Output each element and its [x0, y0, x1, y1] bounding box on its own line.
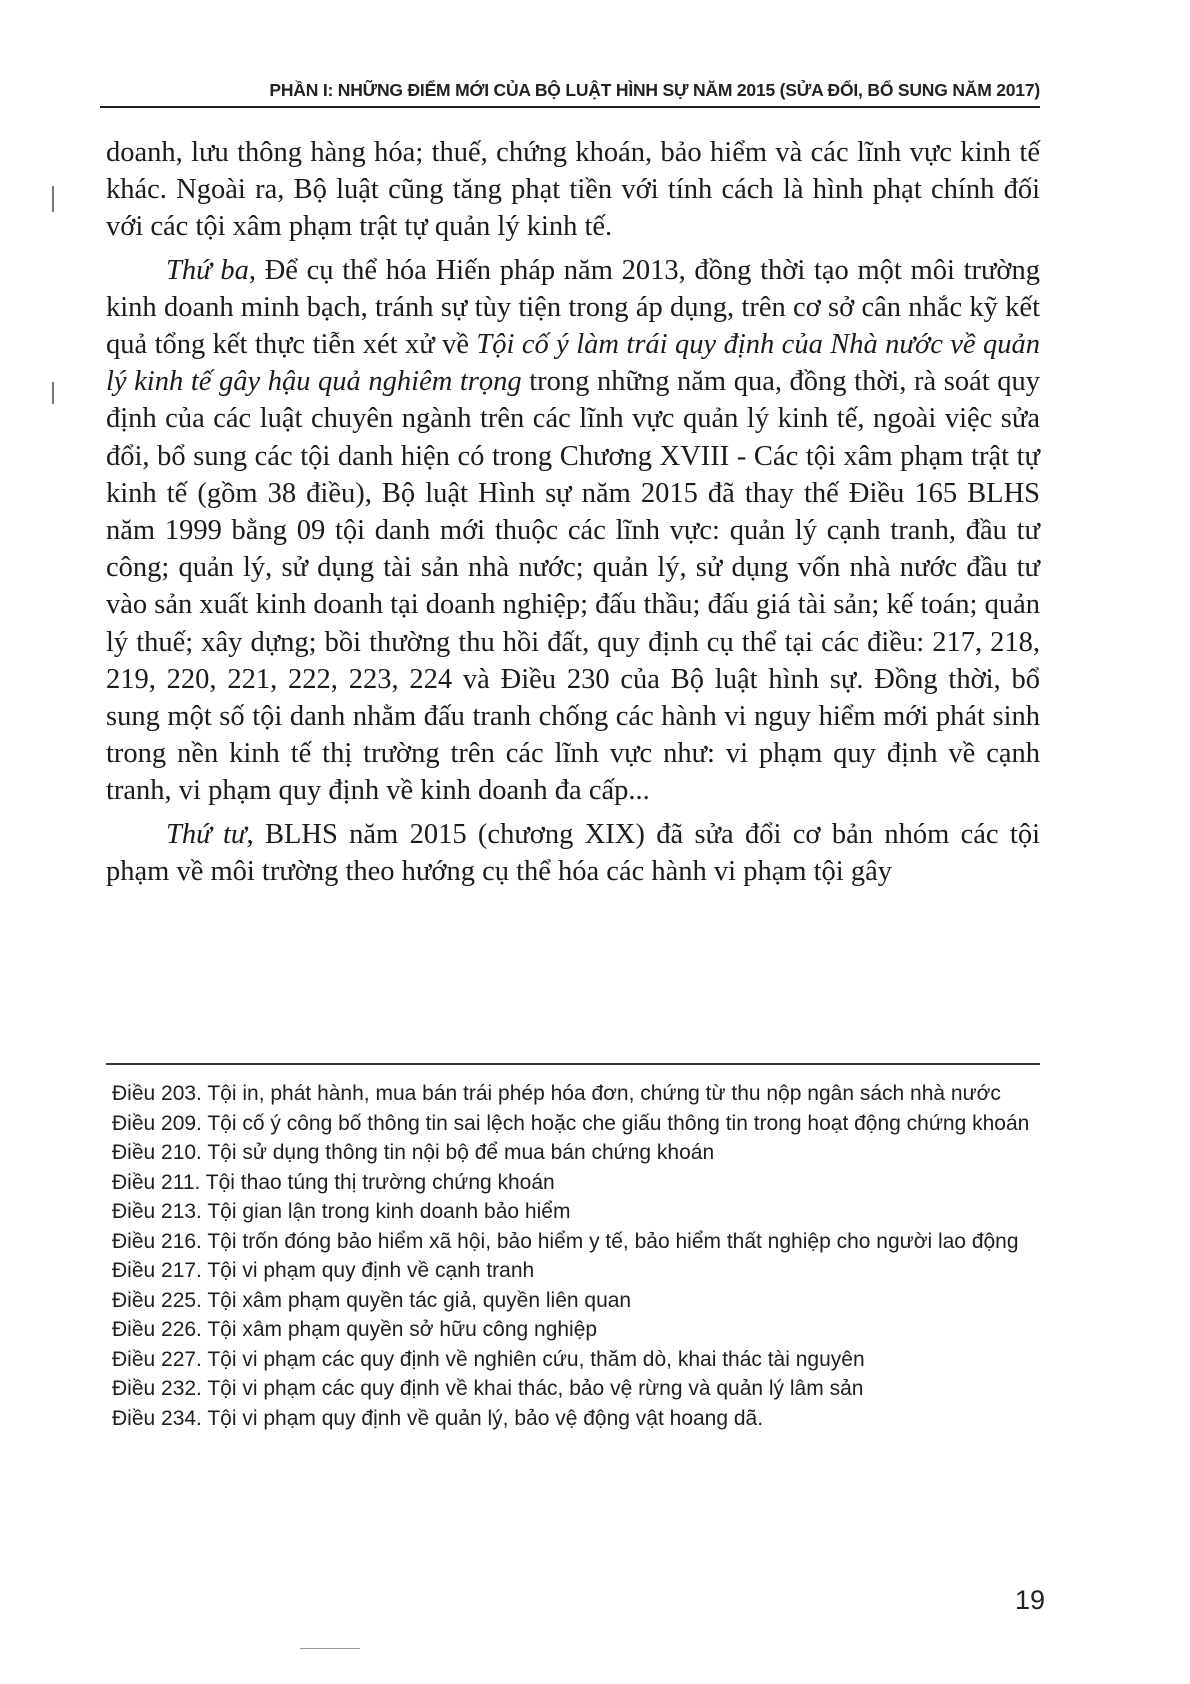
- paragraph-2-lead: Thứ ba: [166, 254, 249, 286]
- footnote-item: Điều 210. Tội sử dụng thông tin nội bộ để mua bán chứng khoán: [112, 1141, 715, 1164]
- paragraph-2-crime-name: Tội cố ý làm trái quy định của Nhà nước về quản lý kinh tế gây hậu quả nghiêm trọng: [106, 329, 1040, 398]
- paragraph-1: doanh, lưu thông hàng hóa; thuế, chứng khoán, bảo hiểm và các lĩnh vực kinh tế khác. Ngoài ra, Bộ luật cũng tăng phạt tiền với tính cách là hình phạt chính đối với các tội xâm phạm trật tự quản lý kinh tế.: [106, 137, 1040, 243]
- footnote-item: Điều 217. Tội vi phạm quy định về cạnh tranh: [112, 1259, 535, 1282]
- footnote-item: Điều 216. Tội trốn đóng bảo hiểm xã hội, bảo hiểm y tế, bảo hiểm thất nghiệp cho người lao động: [112, 1229, 1019, 1253]
- paragraph-3-lead: Thứ tư: [166, 818, 247, 850]
- scan-mark: [52, 186, 54, 212]
- footnotes: [112, 1080, 1042, 1434]
- body-text: [106, 134, 1040, 896]
- header-rule: [100, 106, 1040, 108]
- footnote-item: Điều 213. Tội gian lận trong kinh doanh bảo hiểm: [112, 1200, 571, 1223]
- paragraph-2-text-a: , Để cụ thể hóa Hiến pháp năm 2013, đồng thời tạo một môi trường kinh doanh minh bạch, tránh sự tùy tiện trong áp dụng, trên cơ sở cân nhắc kỹ kết quả tổng kết thực tiễn xét xử về: [106, 254, 1040, 361]
- paragraph-2-text-b: trong những năm qua, đồng thời, rà soát quy định của các luật chuyên ngành trên các lĩnh vực quản lý kinh tế, ngoài việc sửa đổi, bổ sung các tội danh hiện có trong Chương XVIII - Các tội xâm phạm trật tự kinh tế (gồm 38 điều), Bộ luật Hình sự năm 2015 đã thay thế Điều 165 BLHS năm 1999 bằng 09 tội danh mới thuộc các lĩnh vực: quản lý cạnh tranh, đầu tư công; quản lý, sử dụng tài sản nhà nước; quản lý, sử dụng vốn nhà nước đầu tư vào sản xuất kinh doanh tại doanh nghiệp; đấu thầu; đấu giá tài sản; kế toán; quản lý thuế; xây dựng; bồi thường thu hồi đất, quy định cụ thể tại các điều: 217, 218, 219, 220, 221, 222, 223, 224 và Điều 230 của Bộ luật hình sự. Đồng thời, bổ sung một số tội danh nhằm đấu tranh chống các hành vi nguy hiểm mới phát sinh trong nền kinh tế thị trường trên các lĩnh vực như: vi phạm quy định về cạnh tranh, vi phạm quy định về kinh doanh đa cấp...: [106, 366, 1041, 807]
- page-number: 19: [1014, 1585, 1045, 1615]
- footnote-item: Điều 211. Tội thao túng thị trường chứng khoán: [112, 1170, 555, 1194]
- footnote-item: Điều 226. Tội xâm phạm quyền sở hữu công nghiệp: [112, 1318, 598, 1341]
- paragraph-2: [106, 252, 1040, 810]
- paragraph-3-text: , BLHS năm 2015 (chương XIX) đã sửa đổi cơ bản nhóm các tội phạm về môi trường theo hướng cụ thể hóa các hành vi phạm tội gây: [106, 818, 1040, 887]
- footnote-item: Điều 227. Tội vi phạm các quy định về nghiên cứu, thăm dò, khai thác tài nguyên: [112, 1347, 865, 1371]
- scan-mark: [52, 382, 54, 404]
- footnote-item: Điều 232. Tội vi phạm các quy định về khai thác, bảo vệ rừng và quản lý lâm sản: [112, 1377, 864, 1400]
- scan-mark: [300, 1648, 360, 1649]
- footnote-item: Điều 203. Tội in, phát hành, mua bán trái phép hóa đơn, chứng từ thu nộp ngân sách nhà nước: [112, 1082, 1001, 1105]
- footnote-item: Điều 234. Tội vi phạm quy định về quản lý, bảo vệ động vật hoang dã.: [112, 1406, 764, 1430]
- paragraph-3: [106, 816, 1040, 890]
- footnote-item: Điều 209. Tội cố ý công bố thông tin sai lệch hoặc che giấu thông tin trong hoạt động chứng khoán: [112, 1111, 1030, 1135]
- footnote-item: Điều 225. Tội xâm phạm quyền tác giả, quyền liên quan: [112, 1288, 632, 1312]
- footnote-rule: [106, 1063, 1040, 1065]
- running-header: PHẦN I: NHỮNG ĐIỂM MỚI CỦA BỘ LUẬT HÌNH SỰ NĂM 2015 (SỬA ĐỔI, BỔ SUNG NĂM 2017): [269, 80, 1040, 100]
